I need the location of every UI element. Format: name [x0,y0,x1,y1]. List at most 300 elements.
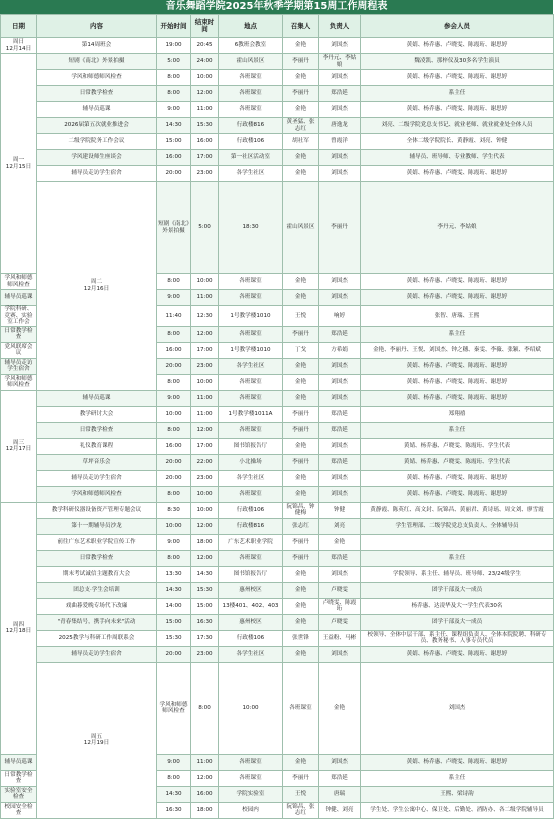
cell-owner: 郑浩延 [319,422,361,438]
table-row [1,518,554,534]
cell-end-time: 16:30 [191,614,219,630]
cell-start-time: 8:00 [191,662,219,754]
header-owner: 负责人 [319,15,361,38]
cell-participants: 系主任 [361,326,554,342]
cell-location: 霍山风景区 [283,182,319,274]
cell-participants: 杨乔惠、达凌华及大一学生代表30名 [361,598,554,614]
cell-location: 霍山风景区 [219,54,283,70]
cell-convener: 金艳 [283,290,319,306]
cell-start-time: 16:00 [157,342,191,358]
cell-participants: 黄婧、杨乔惠、卢晓雯、陈霞珩、谢思婷 [361,390,554,406]
cell-start-time: 20:00 [157,646,191,662]
cell-content: 2025教学与科研工作周联系会 [37,630,157,646]
header-start-time: 开始时间 [157,15,191,38]
cell-date: 周四 12月18日 [1,502,37,754]
cell-convener: 金艳 [283,274,319,290]
cell-location: 各班课室 [219,86,283,102]
cell-content: 2026届第五次就业推进会 [37,118,157,134]
cell-end-time: 12:00 [191,518,219,534]
cell-start-time: 9:00 [157,534,191,550]
cell-start-time: 15:00 [157,614,191,630]
cell-owner: 刘国杰 [319,374,361,390]
cell-owner: 卢晓雯 [319,614,361,630]
cell-content: 前往广东艺术职业学院宣传工作 [37,534,157,550]
cell-start-time: 15:30 [157,630,191,646]
header-convener: 召集人 [283,15,319,38]
cell-participants: 全体二级学院院长、黄静霞、刘亮、钟健 [361,134,554,150]
cell-content: 教学研讨大会 [37,406,157,422]
cell-start-time: 16:00 [157,438,191,454]
cell-participants: 魏凌凯、那梓仪及30多名学生演员 [361,54,554,70]
cell-start-time: 15:00 [157,134,191,150]
schedule-table [0,14,554,819]
cell-content: 日常教学检查 [1,326,37,342]
cell-participants: 黄婧、杨乔惠、卢晓雯、陈霞珩、谢思婷 [361,358,554,374]
cell-start-time: 16:30 [157,802,191,818]
cell-convener: 金艳 [283,358,319,374]
table-row [1,438,554,454]
cell-convener: 阮锦昌、钟健梅 [283,502,319,518]
cell-start-time: 10:00 [157,518,191,534]
table-row [1,182,554,274]
cell-location: 各学生社区 [219,646,283,662]
cell-content: 礼仪教育课程 [37,438,157,454]
cell-content: 学风和师德师风检查 [1,374,37,390]
cell-location: 学院实验室 [219,786,283,802]
cell-convener: 王悦 [283,786,319,802]
cell-end-time: 24:00 [191,54,219,70]
header-date: 日期 [1,15,37,38]
cell-start-time: 8:00 [157,486,191,502]
cell-content: 辅导员巡课 [1,754,37,770]
cell-start-time: 20:00 [157,470,191,486]
cell-start-time: 14:30 [157,118,191,134]
cell-end-time: 10:00 [191,70,219,86]
cell-content: 日常教学检查 [1,770,37,786]
cell-start-time: 9:00 [157,390,191,406]
cell-start-time: 19:00 [157,38,191,54]
cell-content: 日常教学检查 [37,422,157,438]
cell-location: 13楼401、402、403 [219,598,283,614]
cell-content: 第十一期辅导员沙龙 [37,518,157,534]
cell-participants: 系主任 [361,770,554,786]
cell-convener: 黄圣猛、张志红 [283,118,319,134]
cell-participants: 张智、唐瑞、王熙 [361,306,554,327]
cell-participants: 郑翔禧 [361,406,554,422]
cell-owner: 曾霞洋 [319,134,361,150]
cell-content: 学风和师德师风检查 [37,70,157,86]
cell-owner: 刘国杰 [319,754,361,770]
cell-start-time: 14:00 [157,598,191,614]
cell-convener: 张世锋 [283,630,319,646]
header-location: 地点 [219,15,283,38]
cell-start-time: 5:00 [157,54,191,70]
cell-participants: 黄婧、杨乔惠、卢晓雯、陈霞珩、谢思婷 [361,374,554,390]
cell-end-time: 11:00 [191,406,219,422]
cell-participants [361,534,554,550]
header-participants: 参会人员 [361,15,554,38]
cell-date: 周三 12月17日 [1,390,37,502]
cell-convener: 李丽丹 [283,54,319,70]
cell-owner: 卢晓雯、陈霞珩 [319,598,361,614]
cell-end-time: 11:00 [191,102,219,118]
cell-owner: 刘亮 [319,518,361,534]
cell-content: 实验室安全检查 [1,786,37,802]
cell-participants: 学院领导、系主任、辅导员、班导师、23/24级学生 [361,566,554,582]
cell-owner: 郑浩延 [319,406,361,422]
table-row [1,502,554,518]
cell-location: 6教班会教室 [219,38,283,54]
cell-owner: 郑浩延 [319,770,361,786]
cell-convener: 李丽丹 [319,182,361,274]
cell-end-time: 20:45 [191,38,219,54]
cell-participants: 黄婧、杨乔惠、卢晓雯、陈霞珩、学生代表 [361,438,554,454]
cell-start-time: 8:00 [157,326,191,342]
cell-convener: 李丽丹 [283,422,319,438]
table-row [1,134,554,150]
cell-location: 各班课室 [219,770,283,786]
cell-date: 周一 12月15日 [1,54,37,274]
cell-end-time: 17:00 [191,342,219,358]
cell-owner: 刘国杰 [319,486,361,502]
cell-end-time: 15:30 [191,582,219,598]
cell-start-time: 14:30 [157,786,191,802]
cell-content: 学风和师德师风检查 [37,486,157,502]
cell-content: 日常教学检查 [37,86,157,102]
cell-content: 团总支·学生会培训 [37,582,157,598]
cell-participants: 学生管理部、二级学院党总支负责人、全体辅导员 [361,518,554,534]
cell-location: 行政楼106 [219,630,283,646]
cell-start-time: 8:00 [157,86,191,102]
cell-participants: 黄婧、杨乔惠、卢晓雯、陈霞珩、谢思婷 [361,274,554,290]
cell-location: 各班课室 [219,390,283,406]
cell-participants: 黄婧、杨乔惠、卢晓雯、陈霞珩、谢思婷 [361,70,554,86]
cell-convener: 张志红 [283,518,319,534]
cell-location: 图书馆报告厅 [219,566,283,582]
cell-content: 辅导员巡课 [37,102,157,118]
cell-content: 日常教学检查 [37,550,157,566]
cell-convener: 金艳 [283,70,319,86]
cell-participants: 辅导员、班导师、专业教师、学生代表 [361,150,554,166]
cell-participants: 学生处、学生公寓中心、保卫处、后勤处、消防办、各二级学院辅导员 [361,802,554,818]
cell-location: 各班课室 [219,422,283,438]
cell-location: 惠州校区 [219,582,283,598]
cell-owner: 刘国杰 [319,150,361,166]
cell-owner: 郑浩延 [319,550,361,566]
cell-participants: 黄静霞、陈英红、高文封、阮锦昌、黄丽君、黄诗瑶、周文刘、廖雪霞 [361,502,554,518]
cell-end-time: 12:00 [191,422,219,438]
cell-location: 各班课室 [219,290,283,306]
cell-end-time: 18:30 [219,182,283,274]
cell-participants: 黄婧、杨乔惠、卢晓雯、陈霞珩、谢思婷 [361,470,554,486]
cell-end-time: 12:00 [191,86,219,102]
cell-participants: 黄婧、杨乔惠、卢晓雯、陈霞珩、谢思婷 [361,102,554,118]
cell-participants: 黄婧、杨乔惠、卢晓雯、陈霞珩、谢思婷 [361,486,554,502]
cell-location: 各学生社区 [219,358,283,374]
cell-owner: 钟健 [319,502,361,518]
cell-start-time: 13:30 [157,566,191,582]
cell-location: 行政楼816 [219,118,283,134]
cell-location: 各班课室 [219,374,283,390]
cell-date: 周日 12月14日 [1,38,37,54]
table-row [1,406,554,422]
cell-owner: 唐逸龙 [319,118,361,134]
table-row [1,662,554,754]
cell-date: 周五 12月19日 [37,662,157,818]
table-row [1,102,554,118]
table-row [1,86,554,102]
cell-convener: 金艳 [283,102,319,118]
cell-convener: 金艳 [283,646,319,662]
cell-end-time: 11:00 [191,390,219,406]
cell-end-time: 15:30 [191,118,219,134]
cell-participants: 黄婧、杨乔惠、卢晓雯、陈霞珩、谢思婷 [361,290,554,306]
cell-content: 学风建设师生座谈会 [37,150,157,166]
header-content: 内容 [37,15,157,38]
cell-convener: 金艳 [283,150,319,166]
cell-location: 小北操场 [219,454,283,470]
cell-location: 各班课室 [219,326,283,342]
table-row [1,646,554,662]
cell-owner: 刘国杰 [319,290,361,306]
cell-owner: 郑浩延 [319,454,361,470]
cell-location: 各班课室 [219,70,283,86]
cell-participants: 刘亮、二级学院党总支书记、就业老师、就业就业处全体人员 [361,118,554,134]
cell-start-time: 20:00 [157,454,191,470]
cell-convener: 金艳 [283,390,319,406]
cell-participants: 系主任 [361,550,554,566]
cell-convener: 金艳 [283,566,319,582]
cell-convener: 丁戈 [283,342,319,358]
cell-location: 行政楼106 [219,502,283,518]
cell-convener: 金艳 [283,582,319,598]
cell-content: 第14周班会 [37,38,157,54]
table-row [1,598,554,614]
cell-owner: 刘国杰 [319,102,361,118]
table-body [1,38,554,819]
cell-convener: 金艳 [319,662,361,754]
cell-end-time: 10:00 [191,374,219,390]
table-row [1,118,554,134]
cell-convener: 阮锦昌、张志红 [283,802,319,818]
cell-content: 校园安全检查 [1,802,37,818]
cell-owner: 刘国杰 [319,390,361,406]
cell-end-time: 23:00 [191,358,219,374]
cell-convener: 王悦 [283,306,319,327]
cell-end-time: 17:00 [191,438,219,454]
table-row [1,614,554,630]
cell-participants: 金艳、李丽丹、王悦、刘国杰、钟之穗、秦雯、李薇、张颖、李绍斌 [361,342,554,358]
cell-location: 惠州校区 [219,614,283,630]
cell-owner: 钟健、刘亮 [319,802,361,818]
cell-location: 各学生社区 [219,166,283,182]
cell-location: 行政楼106 [219,134,283,150]
table-row [1,470,554,486]
cell-owner: 刘国杰 [319,274,361,290]
cell-end-time: 12:00 [191,326,219,342]
cell-convener: 金艳 [283,470,319,486]
table-row [1,166,554,182]
cell-convener: 李丽丹 [283,534,319,550]
cell-end-time: 11:00 [191,290,219,306]
cell-content: "青春集结号，携手向未来"活动 [37,614,157,630]
cell-convener: 金艳 [283,598,319,614]
cell-convener: 李丽丹 [283,770,319,786]
cell-end-time: 10:00 [191,274,219,290]
cell-owner: 唐瑞 [319,786,361,802]
cell-start-time: 9:00 [157,102,191,118]
cell-convener: 李丽丹 [283,406,319,422]
cell-start-time: 9:00 [157,754,191,770]
cell-convener: 李丽丹 [283,454,319,470]
cell-location: 行政楼816 [219,518,283,534]
cell-start-time: 8:00 [157,274,191,290]
cell-location: 图书馆报告厅 [219,438,283,454]
cell-owner: 响婷 [319,306,361,327]
table-row [1,422,554,438]
cell-end-time: 11:00 [191,754,219,770]
cell-location: 各班课室 [219,550,283,566]
cell-participants: 系主任 [361,422,554,438]
cell-convener: 李丽丹 [283,326,319,342]
cell-location: 各班课室 [219,754,283,770]
cell-location: 各学生社区 [219,470,283,486]
cell-content: 期末考试诚信主题教育大会 [37,566,157,582]
cell-content: 辅导员走访学生宿舍 [37,646,157,662]
cell-content: 辅导员走访学生宿舍 [1,358,37,374]
table-row [1,630,554,646]
cell-start-time: 14:30 [157,582,191,598]
cell-start-time: 8:00 [157,422,191,438]
cell-participants: 黄婧、杨乔惠、卢晓雯、陈霞珩、学生代表 [361,454,554,470]
cell-end-time: 12:00 [191,550,219,566]
cell-participants: 黄婧、杨乔惠、卢晓雯、陈霞珩、谢思婷 [361,646,554,662]
cell-convener: 金艳 [283,438,319,454]
cell-end-time: 23:00 [191,470,219,486]
table-row [1,390,554,406]
table-header-row [1,15,554,38]
cell-participants: 王熙、梁诗韵 [361,786,554,802]
cell-end-time: 12:00 [191,770,219,786]
cell-location: 1号教学楼1010 [219,342,283,358]
cell-end-time: 17:30 [191,630,219,646]
cell-start-time: 8:30 [157,502,191,518]
table-row [1,582,554,598]
cell-convener: 金艳 [283,38,319,54]
cell-participants: 系主任 [361,86,554,102]
cell-start-time: 8:00 [157,550,191,566]
cell-owner: 李丹元、李姑娘 [361,182,554,274]
cell-content: 学风和师德师风检查 [157,662,191,754]
cell-location: 各班课室 [219,274,283,290]
cell-owner: 刘国杰 [319,438,361,454]
cell-content: 党风联席会议 [1,342,37,358]
cell-owner: 方希娟 [319,342,361,358]
table-row [1,150,554,166]
cell-location: 校园内 [219,802,283,818]
cell-location: 1号教学楼1010 [219,306,283,327]
cell-participants: 黄婧、杨乔惠、卢晓雯、陈霞珩、谢思婷 [361,754,554,770]
cell-start-time: 20:00 [157,166,191,182]
cell-owner: 金艳 [319,534,361,550]
cell-owner: 刘国杰 [319,358,361,374]
cell-owner: 卢晓雯 [319,582,361,598]
cell-convener: 金艳 [283,166,319,182]
cell-owner: 郑浩延 [319,86,361,102]
cell-content: 教学科研仪器设备资产管理专题会议 [37,502,157,518]
cell-end-time: 16:00 [191,134,219,150]
cell-end-time: 16:00 [191,786,219,802]
table-row [1,534,554,550]
cell-convener: 李丽丹 [283,550,319,566]
table-row [1,70,554,86]
cell-convener: 李丽丹 [283,86,319,102]
cell-participants: 团学干部及大一成员 [361,582,554,598]
table-row [1,486,554,502]
cell-start-time: 9:00 [157,290,191,306]
cell-end-time: 14:30 [191,566,219,582]
cell-owner: 王益粉、马彬 [319,630,361,646]
cell-content: 短剧《南北》外景拍摄 [37,54,157,70]
cell-content: 学风和师德师风检查 [1,274,37,290]
cell-content: 学院科研、竞赛、实验室工作会 [1,306,37,327]
cell-owner: 刘国杰 [319,166,361,182]
cell-content: 草坪音乐会 [37,454,157,470]
cell-location: 各班课室 [283,662,319,754]
cell-owner: 刘国杰 [361,662,554,754]
cell-end-time: 18:00 [191,802,219,818]
cell-location: 第一社区活动室 [219,150,283,166]
cell-end-time: 23:00 [191,646,219,662]
cell-participants: 团学干部及大一成员 [361,614,554,630]
table-row [1,566,554,582]
cell-start-time: 8:00 [157,374,191,390]
cell-date: 周二 12月16日 [37,182,157,391]
cell-owner: 郑浩延 [319,326,361,342]
cell-location: 各班课室 [219,102,283,118]
cell-start-time: 8:00 [157,70,191,86]
cell-convener: 金艳 [283,754,319,770]
table-row [1,54,554,70]
cell-end-time: 17:00 [191,150,219,166]
cell-participants: 黄婧、杨乔惠、卢晓雯、陈霞珩、谢思婷 [361,38,554,54]
cell-content: 短剧《南北》外景拍摄 [157,182,191,274]
cell-end-time: 10:00 [191,502,219,518]
cell-owner: 刘国杰 [319,566,361,582]
cell-content: 戏曲暮爱晚专场代下改廉 [37,598,157,614]
cell-end-time: 18:00 [191,534,219,550]
cell-end-time: 12:30 [191,306,219,327]
cell-participants: 黄婧、杨乔惠、卢晓雯、陈霞珩、谢思婷 [361,166,554,182]
cell-end-time: 10:00 [219,662,283,754]
cell-owner: 刘国杰 [319,470,361,486]
cell-participants: 校领导、全体中层干部、系主任、课程组负责人、全体本院院聘、科研专员、教务秘书、人事专员代员 [361,630,554,646]
cell-start-time: 8:00 [157,770,191,786]
page-title: 音乐舞蹈学院2025年秋季学期第15周工作周程表 [0,0,553,14]
cell-location: 各班课室 [219,486,283,502]
cell-content: 辅导员巡课 [37,390,157,406]
cell-convener: 金艳 [283,374,319,390]
cell-location: 广东艺术职业学院 [219,534,283,550]
cell-owner: 刘国杰 [319,646,361,662]
cell-start-time: 10:00 [157,406,191,422]
header-end-time: 结束时间 [191,15,219,38]
table-row [1,550,554,566]
cell-start-time: 11:40 [157,306,191,327]
cell-convener: 金艳 [283,486,319,502]
cell-start-time: 5:00 [191,182,219,274]
cell-content: 辅导员走访学生宿舍 [37,166,157,182]
